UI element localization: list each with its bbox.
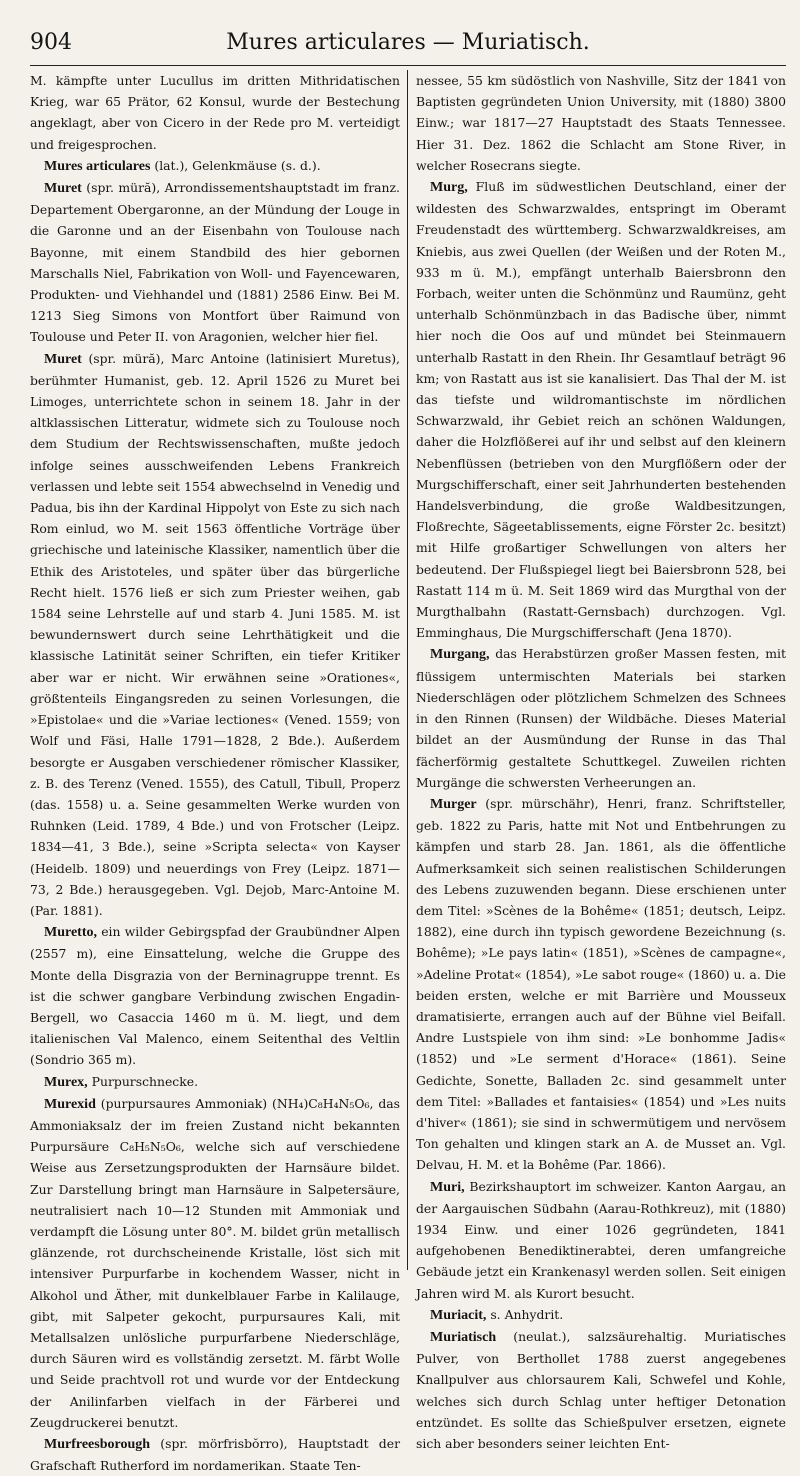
running-title: Mures articulares — Muriatisch. xyxy=(226,30,590,55)
entry-text: (neulat.), salzsäurehaltig. Muriatisches Pulver, von Berthollet 1788 zuerst angegebenes Knallpulver aus chlorsaurem Kali, Schwefel und Kohle, welches sich durch Schlag unter heftiger Detonation entzündet. Es sollte das Schießpulver ersetzen, eignete sich aber besonders seiner leichten Ent- xyxy=(416,1328,786,1451)
entry-headword: Murg, xyxy=(430,180,468,196)
dictionary-entry xyxy=(30,348,400,921)
entry-text: (spr. müră), Arrondissementshauptstadt im franz. Departement Obergaronne, an der Mündung der Louge in die Garonne und an der Eisenbahn von Toulouse nach Bayonne, mit einem Standbild des hier gebornen Marschalls Niel, Fabrikation von Woll- und Fayencewaren, Produkten- und Viehhandel und (1881) 2586 Einw. Bei M. 1213 Sieg Simons von Montfort über Raimund von Toulouse und Peter II. von Aragonien, welcher hier fiel. xyxy=(30,180,400,345)
entry-headword: Murger xyxy=(430,796,477,812)
entry-text: (spr. mörfrisbŏrro), Hauptstadt der Grafschaft Rutherford im nordamerikan. Staate Ten- xyxy=(30,1436,400,1474)
entry-headword: Muret xyxy=(44,351,82,367)
entry-text: (lat.), Gelenkmäuse (s. d.). xyxy=(154,157,321,173)
entry-headword: Mures articulares xyxy=(44,158,151,174)
entry-headword: Murexid xyxy=(44,1096,96,1112)
dictionary-entry xyxy=(30,70,400,155)
dictionary-entry xyxy=(416,1176,786,1304)
entry-text: (spr. mürschähr), Henri, franz. Schriftsteller, geb. 1822 zu Paris, hatte mit Not und Entbehrungen zu kämpfen und starb 28. Jan. 1861, als die öffentliche Aufmerksamkeit sich seinen realistischen Schilderungen des Lebens zuzuwenden begann. Diese erschienen unter dem Titel: »Scènes de la Bohême« (1851; deutsch, Leipz. 1882), eine durch ihn typisch gewordene Bezeichnung (s. Bohême); »Le pays latin« (1851), »Scènes de campagne«, »Adeline Protat« (1854), »Le sabot rouge« (1860) u. a. Die beiden ersten, welche er mit Barrière und Mousseux dramatisierte, errangen auch auf der Bühne viel Beifall. Andre Lustspiele von ihm sind: »Le bonhomme Jadis« (1852) und »Le serment d'Horace« (1861). Seine Gedichte, Sonette, Balladen 2c. sind gesammelt unter dem Titel: »Ballades et fantaisies« (1854) und »Les nuits d'hiver« (1861); sie sind in schwermütigem und nervösem Ton gehalten und klingen stark an A. de Musset an. Vgl. Delvau, H. M. et la Bohême (Par. 1866). xyxy=(416,795,786,1173)
dictionary-entry xyxy=(30,1071,400,1093)
entry-text: Purpurschnecke. xyxy=(91,1073,199,1089)
dictionary-entry xyxy=(30,921,400,1070)
entry-text: ein wilder Gebirgspfad der Graubündner Alpen (2557 m), eine Einsattelung, welche die Gruppe des Monte della Disgrazia von der Berninagruppe trennt. Es ist die schwer gangbare Verbindung zwischen Engadin-Bergell, wo Casaccia 1460 m ü. M. liegt, und dem italienischen Val Malenco, einem Seitenthal des Veltlin (Sondrio 365 m). xyxy=(30,924,400,1068)
entry-headword: Muretto, xyxy=(44,925,97,941)
dictionary-entry xyxy=(416,1326,786,1454)
dictionary-entry xyxy=(416,643,786,792)
entry-text: nessee, 55 km südöstlich von Nashville, Sitz der 1841 von Baptisten gegründeten Union University, mit (1880) 3800 Einw.; war 1817—27 Hauptstadt des Staats Tennessee. Hier 31. Dez. 1862 die Schlacht am Stone River, in welcher Rosecrans siegte. xyxy=(416,73,786,173)
entry-headword: Muriacit, xyxy=(430,1307,487,1323)
entry-headword: Murgang, xyxy=(430,647,490,663)
right-column xyxy=(416,70,786,1476)
entry-headword: Muri, xyxy=(430,1179,465,1195)
entry-text: Bezirkshauptort im schweizer. Kanton Aargau, an der Aargauischen Südbahn (Aarau-Rothkreuz), mit (1880) 1934 Einw. und einer 1026 gegründeten, 1841 aufgehobenen Benediktinerabtei, deren umfangreiche Gebäude jetzt ein Krankenasyl werden sollen. Seit einigen Jahren wird M. als Kurort besucht. xyxy=(416,1178,786,1301)
entry-headword: Murfreesborough xyxy=(44,1437,151,1452)
left-column xyxy=(30,70,400,1476)
dictionary-entry xyxy=(416,1304,786,1326)
dictionary-entry xyxy=(30,1093,400,1433)
entry-headword: Muriatisch xyxy=(430,1329,497,1345)
entry-text: Fluß im südwestlichen Deutschland, einer der wildesten des Schwarzwaldes, entspringt im Oberamt Freudenstadt des württemberg. Schwarzwaldkreises, am Kniebis, aus zwei Quellen (der Weißen und der Roten M., 933 m ü. M.), empfängt unterhalb Baiersbronn den Forbach, weiter unten die Schönmünz und Raumünz, geht unterhalb Schönmünzbach in das Badische über, nimmt hier noch die Oos auf und mündet bei Steinmauern unterhalb Rastatt in den Rhein. Ihr Gesamtlauf beträgt 96 km; von Rastatt aus ist sie kanalisiert. Das Thal der M. ist das tiefste und wildromantischste im nördlichen Schwarzwald, ihr Gebiet reich an schönen Waldungen, daher die Holzflößerei auf ihr und selbst auf den kleinern Nebenflüssen (betrieben von den Murgflößern oder der Murgschifferschaft, einer seit Jahrhunderten bestehenden Handelsverbindung, die große Waldbesitzungen, Floßrechte, Sägeetablissements, eigne Förster 2c. besitzt) mit Hilfe großartiger Schwellungen von alters her bedeutend. Der Flußspiegel liegt bei Baiersbronn 528, bei Rastatt 114 m ü. M. Seit 1869 wird das Murgthal von der Murgthalbahn (Rastatt-Gernsbach) durchzogen. Vgl. Emminghaus, Die Murgschifferschaft (Jena 1870). xyxy=(416,179,786,641)
dictionary-entry xyxy=(30,1433,400,1476)
page-header xyxy=(30,30,786,66)
entry-text: (spr. müră), Marc Antoine (latinisiert Muretus), berühmter Humanist, geb. 12. April 1526 zu Muret bei Limoges, unterrichtete schon in seinem 18. Jahr in der altklassischen Litteratur, widmete sich zu Toulouse noch dem Studium der Rechtswissenschaften, mußte jedoch infolge seines ausschweifenden Lebens Frankreich verlassen und lebte seit 1554 abwechselnd in Venedig und Padua, bis ihn der Kardinal Hippolyt von Este zu sich nach Rom einlud, wo M. seit 1563 öffentliche Vorträge über griechische und lateinische Klassiker, namentlich über die Ethik des Aristoteles, und später über das bürgerliche Recht hielt. 1576 ließ er sich zum Priester weihen, gab 1584 seine Lehrstelle auf und starb 4. Juni 1585. M. ist bewundernswert durch seine Lehrthätigkeit und die klassische Latinität seiner Schriften, ein tiefer Kritiker aber war er nicht. Wir erwähnen seine »Orationes«, größtenteils Eingangsreden zu seinen Vorlesungen, die »Epistolae« und die »Variae lectiones« (Vened. 1559; von Wolf und Fäsi, Halle 1791—1828, 2 Bde.). Außerdem besorgte er Ausgaben verschiedener römischer Klassiker, z. B. des Terenz (Vened. 1555), des Catull, Tibull, Properz (das. 1558) u. a. Seine gesammelten Werke wurden von Ruhnken (Leid. 1789, 4 Bde.) und von Frotscher (Leipz. 1834—41, 3 Bde.), seine »Scripta selecta« von Kayser (Heidelb. 1809) und neuerdings von Frey (Leipz. 1871—73, 2 Bde.) herausgegeben. Vgl. Dejob, Marc-Antoine M. (Par. 1881). xyxy=(30,350,400,918)
entry-text: s. Anhydrit. xyxy=(490,1306,564,1322)
entry-headword: Muret xyxy=(44,181,82,197)
dictionary-entry xyxy=(30,155,400,177)
dictionary-entry xyxy=(416,793,786,1176)
entry-text: (purpursaures Ammoniak) (NH₄)C₈H₄N₅O₆, das Ammoniaksalz der im freien Zustand nicht bekannten Purpursäure C₈H₅N₅O₆, welche sich auf verschiedene Weise aus Zersetzungsprodukten der Harnsäure bildet. Zur Darstellung bringt man Harnsäure in Salpetersäure, neutralisiert nach 10—12 Stunden mit Ammoniak und verdampft die Lösung unter 80°. M. bildet grün metallisch glänzende, rot durchscheinende Kristalle, löst sich mit intensiver Purpurfarbe in kochendem Wasser, nicht in Alkohol und Äther, mit dunkelblauer Farbe in Kalilauge, gibt, mit Salpeter gekocht, purpursaures Kali, mit Metallsalzen unlösliche purpurfarbene Niederschläge, durch Säuren wird es vollständig zersetzt. M. färbt Wolle und Seide prachtvoll rot und wurde vor der Entdeckung der Anilinfarben vielfach in der Färberei und Zeugdruckerei benutzt. xyxy=(30,1095,400,1430)
dictionary-entry xyxy=(416,176,786,643)
entry-text: M. kämpfte unter Lucullus im dritten Mithridatischen Krieg, war 65 Prätor, 62 Konsul, wurde der Bestechung angeklagt, aber von Cicero in der Rede pro M. verteidigt und freigesprochen. xyxy=(30,73,400,152)
page-number: 904 xyxy=(30,30,72,55)
dictionary-entry xyxy=(30,177,400,348)
entry-headword: Murex, xyxy=(44,1074,88,1090)
dictionary-entry xyxy=(416,70,786,176)
text-columns xyxy=(30,70,786,1476)
entry-text: das Herabstürzen großer Massen festen, mit flüssigem untermischten Materials bei starken Niederschlägen oder plötzlichem Schmelzen des Schnees in den Rinnen (Runsen) der Wildbäche. Dieses Material bildet an der Ausmündung der Runse in das Thal fächerförmig gestaltete Schuttkegel. Zuweilen richten Murgänge die schwersten Verheerungen an. xyxy=(416,646,786,790)
